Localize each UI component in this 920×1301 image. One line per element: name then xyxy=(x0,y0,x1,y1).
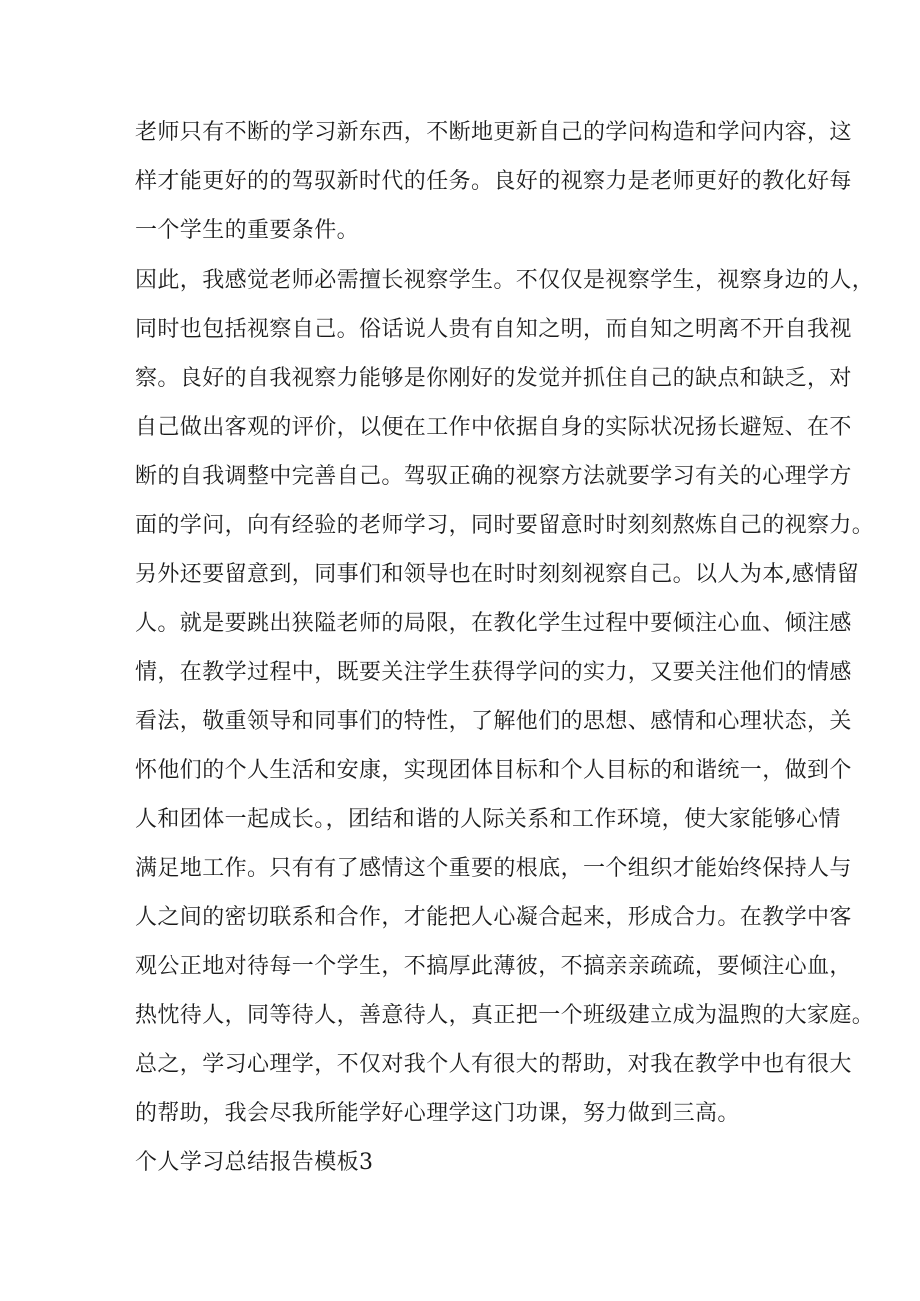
paragraph-line: 一个学生的重要条件。 xyxy=(135,218,360,243)
paragraph-line: 断的自我调整中完善自己。驾驭正确的视察方法就要学习有关的心理学方 xyxy=(135,464,852,489)
paragraph-line: 人之间的密切联系和合作，才能把人心凝合起来，形成合力。在教学中客 xyxy=(135,905,852,930)
paragraph-line: 怀他们的个人生活和安康，实现团体目标和个人目标的和谐统一，做到个 xyxy=(135,758,852,783)
paragraph-line: 同时也包括视察自己。俗话说人贵有自知之明，而自知之明离不开自我视 xyxy=(135,317,852,342)
paragraph-line: 人。就是要跳出狭隘老师的局限，在教化学生过程中要倾注心血、倾注感 xyxy=(135,611,852,636)
paragraph-line: 总之，学习心理学，不仅对我个人有很大的帮助，对我在教学中也有很大 xyxy=(135,1052,852,1077)
paragraph-line: 察。良好的自我视察力能够是你刚好的发觉并抓住自己的缺点和缺乏，对 xyxy=(135,366,852,391)
paragraph-line: 的帮助，我会尽我所能学好心理学这门功课，努力做到三高。 xyxy=(135,1101,740,1126)
paragraph-line: 面的学问，向有经验的老师学习，同时要留意时时刻刻熬炼自己的视察力。 xyxy=(135,513,875,538)
paragraph-line: 人和团体一起成长。，团结和谐的人际关系和工作环境，使大家能够心情 xyxy=(135,807,841,832)
paragraph-line: 情，在教学过程中，既要关注学生获得学问的实力，又要关注他们的情感 xyxy=(135,660,852,685)
paragraph-line: 样才能更好的的驾驭新时代的任务。良好的视察力是老师更好的教化好每 xyxy=(135,169,852,194)
paragraph-line: 观公正地对待每一个学生，不搞厚此薄彼，不搞亲亲疏疏，要倾注心血， xyxy=(135,954,852,979)
paragraph-line: 满足地工作。只有有了感情这个重要的根底，一个组织才能始终保持人与 xyxy=(135,856,852,881)
paragraph-line: 另外还要留意到，同事们和领导也在时时刻刻视察自己。以人为本,感情留 xyxy=(135,562,860,587)
paragraph-line: 看法，敬重领导和同事们的特性，了解他们的思想、感情和心理状态，关 xyxy=(135,709,852,734)
paragraph-line: 老师只有不断的学习新东西，不断地更新自己的学问构造和学问内容，这 xyxy=(135,120,852,145)
paragraph-line: 自己做出客观的评价，以便在工作中依据自身的实际状况扬长避短、在不 xyxy=(135,415,852,440)
paragraph-line: 热忱待人，同等待人，善意待人，真正把一个班级建立成为温煦的大家庭。 xyxy=(135,1003,875,1028)
paragraph-line: 因此，我感觉老师必需擅长视察学生。不仅仅是视察学生，视察身边的人， xyxy=(135,268,875,293)
section-heading: 个人学习总结报告模板3 xyxy=(135,1150,374,1175)
